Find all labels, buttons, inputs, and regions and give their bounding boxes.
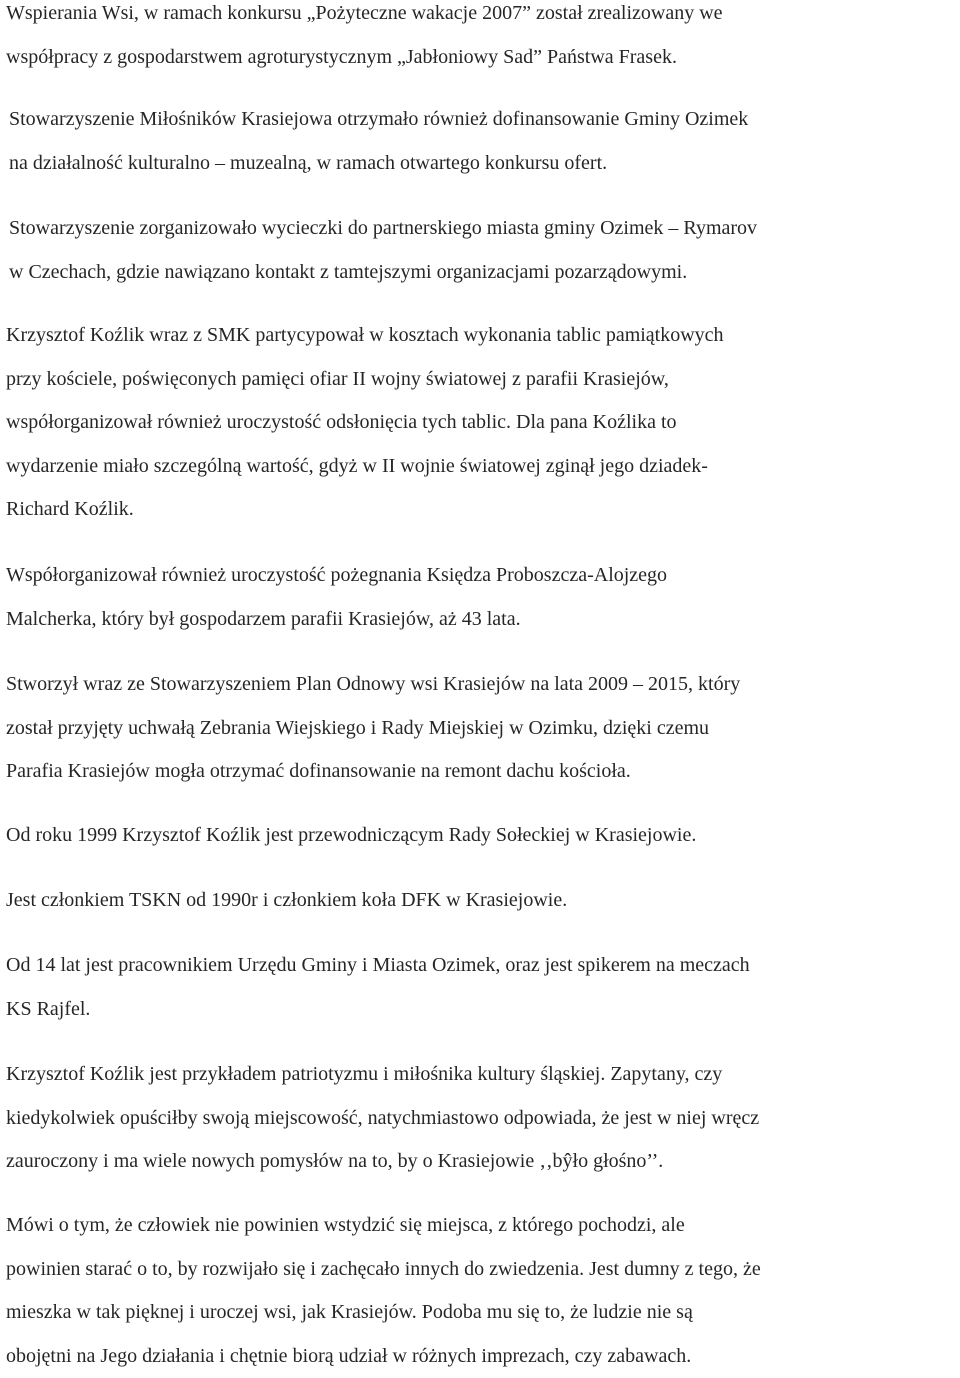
text-line: mieszka w tak pięknej i uroczej wsi, jak Krasiejów. Podoba mu się to, że ludzie nie są bbox=[6, 1291, 960, 1335]
text-line: w Czechach, gdzie nawiązano kontakt z tamtejszymi organizacjami pozarządowymi. bbox=[9, 251, 960, 295]
text-line: Parafia Krasiejów mogła otrzymać dofinansowanie na remont dachu kościoła. bbox=[6, 750, 960, 794]
text-line: na działalność kulturalno – muzealną, w ramach otwartego konkursu ofert. bbox=[9, 142, 960, 186]
text-line: Od 14 lat jest pracownikiem Urzędu Gminy i Miasta Ozimek, oraz jest spikerem na meczach bbox=[6, 944, 960, 988]
text-line: Stworzył wraz ze Stowarzyszeniem Plan Odnowy wsi Krasiejów na lata 2009 – 2015, który bbox=[6, 663, 960, 707]
text-line: Stowarzyszenie Miłośników Krasiejowa otrzymało również dofinansowanie Gminy Ozimek bbox=[9, 98, 960, 142]
text-line: współpracy z gospodarstwem agroturystycznym „Jabłoniowy Sad” Państwa Frasek. bbox=[6, 36, 960, 80]
text-line: obojętni na Jego działania i chętnie biorą udział w różnych imprezach, czy zabawach. bbox=[6, 1335, 960, 1378]
text-line: Krzysztof Koźlik jest przykładem patriotyzmu i miłośnika kultury śląskiej. Zapytany, czy bbox=[6, 1053, 960, 1097]
paragraph-3 bbox=[6, 207, 960, 294]
text-line: Od roku 1999 Krzysztof Koźlik jest przewodniczącym Rady Sołeckiej w Krasiejowie. bbox=[6, 814, 960, 858]
text-line: Richard Koźlik. bbox=[6, 488, 960, 532]
text-line: współorganizował również uroczystość odsłonięcia tych tablic. Dla pana Koźlika to bbox=[6, 401, 960, 445]
text-line: został przyjęty uchwałą Zebrania Wiejskiego i Rady Miejskiej w Ozimku, dzięki czemu bbox=[6, 707, 960, 751]
text-line: Malcherka, który był gospodarzem parafii Krasiejów, aż 43 lata. bbox=[6, 598, 960, 642]
text-line: kiedykolwiek opuściłby swoją miejscowość, natychmiastowo odpowiada, że jest w niej wręcz bbox=[6, 1097, 960, 1141]
text-line: zauroczony i ma wiele nowych pomysłów na to, by o Krasiejowie ‚‚bŷło głośno’’. bbox=[6, 1140, 960, 1184]
text-line: przy kościele, poświęconych pamięci ofiar II wojny światowej z parafii Krasiejów, bbox=[6, 358, 960, 402]
text-line: Wspierania Wsi, w ramach konkursu „Pożyteczne wakacje 2007” został zrealizowany we bbox=[6, 0, 960, 36]
paragraph-6 bbox=[6, 663, 960, 794]
text-line: KS Rajfel. bbox=[6, 988, 960, 1032]
text-line: Krzysztof Koźlik wraz z SMK partycypował w kosztach wykonania tablic pamiątkowych bbox=[6, 314, 960, 358]
paragraph-10 bbox=[6, 1053, 960, 1184]
text-line: Jest członkiem TSKN od 1990r i członkiem koła DFK w Krasiejowie. bbox=[6, 879, 960, 923]
paragraph-9 bbox=[6, 944, 960, 1031]
text-line: wydarzenie miało szczególną wartość, gdyż w II wojnie światowej zginął jego dziadek- bbox=[6, 445, 960, 489]
paragraph-1 bbox=[6, 0, 960, 79]
paragraph-4 bbox=[6, 314, 960, 532]
paragraph-11 bbox=[6, 1204, 960, 1378]
text-line: Współorganizował również uroczystość pożegnania Księdza Proboszcza-Alojzego bbox=[6, 554, 960, 598]
paragraph-7 bbox=[6, 814, 960, 858]
paragraph-5 bbox=[6, 554, 960, 641]
text-line: Stowarzyszenie zorganizowało wycieczki do partnerskiego miasta gminy Ozimek – Rymarov bbox=[9, 207, 960, 251]
paragraph-2 bbox=[6, 98, 960, 185]
text-line: powinien starać o to, by rozwijało się i zachęcało innych do zwiedzenia. Jest dumny z tego, że bbox=[6, 1248, 960, 1292]
text-line: Mówi o tym, że człowiek nie powinien wstydzić się miejsca, z którego pochodzi, ale bbox=[6, 1204, 960, 1248]
paragraph-8 bbox=[6, 879, 960, 923]
